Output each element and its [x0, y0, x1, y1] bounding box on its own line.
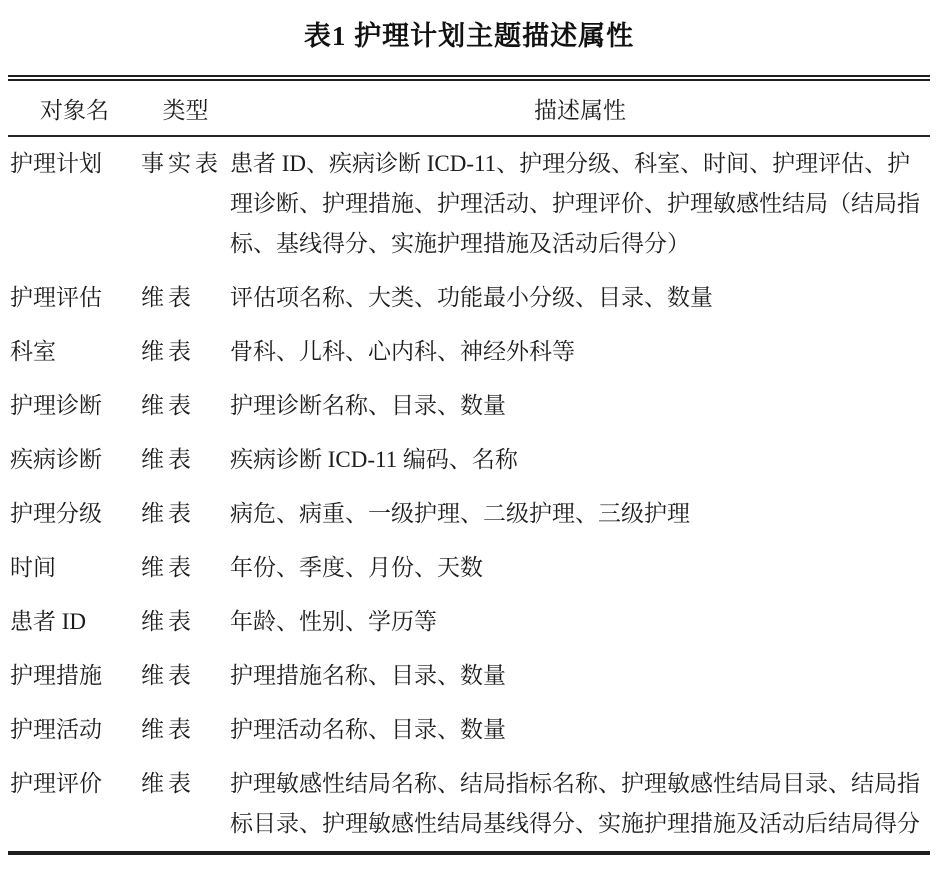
table-row — [8, 325, 930, 379]
attributes-cell: 骨科、儿科、心内科、神经外科等 — [230, 339, 575, 365]
table-header-row — [8, 78, 930, 136]
attributes-cell: 年份、季度、月份、天数 — [230, 555, 483, 581]
object-name-cell: 科室 — [10, 339, 56, 365]
object-name-cell: 时间 — [10, 555, 56, 581]
table-row — [8, 136, 930, 271]
table-row — [8, 271, 930, 325]
table-row — [8, 649, 930, 703]
attributes-cell: 患者 ID、疾病诊断 ICD-11、护理分级、科室、时间、护理评估、护理诊断、护理措施、护理活动、护理评价、护理敏感性结局（结局指标、基线得分、实施护理措施及活动后得分） — [230, 151, 920, 257]
type-cell: 维表 — [141, 447, 195, 473]
table-caption: 表1 护理计划主题描述属性 — [303, 21, 635, 51]
attributes-cell: 评估项名称、大类、功能最小分级、目录、数量 — [230, 285, 713, 311]
table-row — [8, 541, 930, 595]
object-name-cell: 护理活动 — [10, 717, 102, 743]
column-header-type: 类型 — [141, 78, 230, 136]
attributes-cell: 病危、病重、一级护理、二级护理、三级护理 — [230, 501, 690, 527]
type-cell: 维表 — [141, 285, 195, 311]
attributes-cell: 护理敏感性结局名称、结局指标名称、护理敏感性结局目录、结局指标目录、护理敏感性结局基线得分、实施护理措施及活动后结局得分 — [230, 771, 920, 837]
table-row — [8, 757, 930, 853]
table-row — [8, 379, 930, 433]
attributes-cell: 疾病诊断 ICD-11 编码、名称 — [230, 447, 518, 473]
attributes-cell: 护理诊断名称、目录、数量 — [230, 393, 506, 419]
object-name-cell: 患者 ID — [10, 609, 87, 635]
type-cell: 维表 — [141, 771, 195, 797]
type-cell: 维表 — [141, 609, 195, 635]
column-header-object-name: 对象名 — [8, 78, 141, 136]
type-cell: 维表 — [141, 393, 195, 419]
object-name-cell: 护理措施 — [10, 663, 102, 689]
object-name-cell: 护理评价 — [10, 771, 102, 797]
table-row — [8, 703, 930, 757]
object-name-cell: 护理诊断 — [10, 393, 102, 419]
attributes-cell: 护理措施名称、目录、数量 — [230, 663, 506, 689]
attributes-cell: 年龄、性别、学历等 — [230, 609, 437, 635]
type-cell: 维表 — [141, 663, 195, 689]
object-name-cell: 护理计划 — [10, 151, 102, 177]
type-cell: 维表 — [141, 555, 195, 581]
type-cell: 维表 — [141, 501, 195, 527]
type-cell: 事实表 — [141, 151, 222, 177]
object-name-cell: 疾病诊断 — [10, 447, 102, 473]
table-row — [8, 595, 930, 649]
table-row — [8, 433, 930, 487]
type-cell: 维表 — [141, 339, 195, 365]
object-name-cell: 护理分级 — [10, 501, 102, 527]
attributes-cell: 护理活动名称、目录、数量 — [230, 717, 506, 743]
attributes-table — [8, 75, 930, 855]
object-name-cell: 护理评估 — [10, 285, 102, 311]
column-header-attributes: 描述属性 — [230, 78, 930, 136]
table-row — [8, 487, 930, 541]
type-cell: 维表 — [141, 717, 195, 743]
